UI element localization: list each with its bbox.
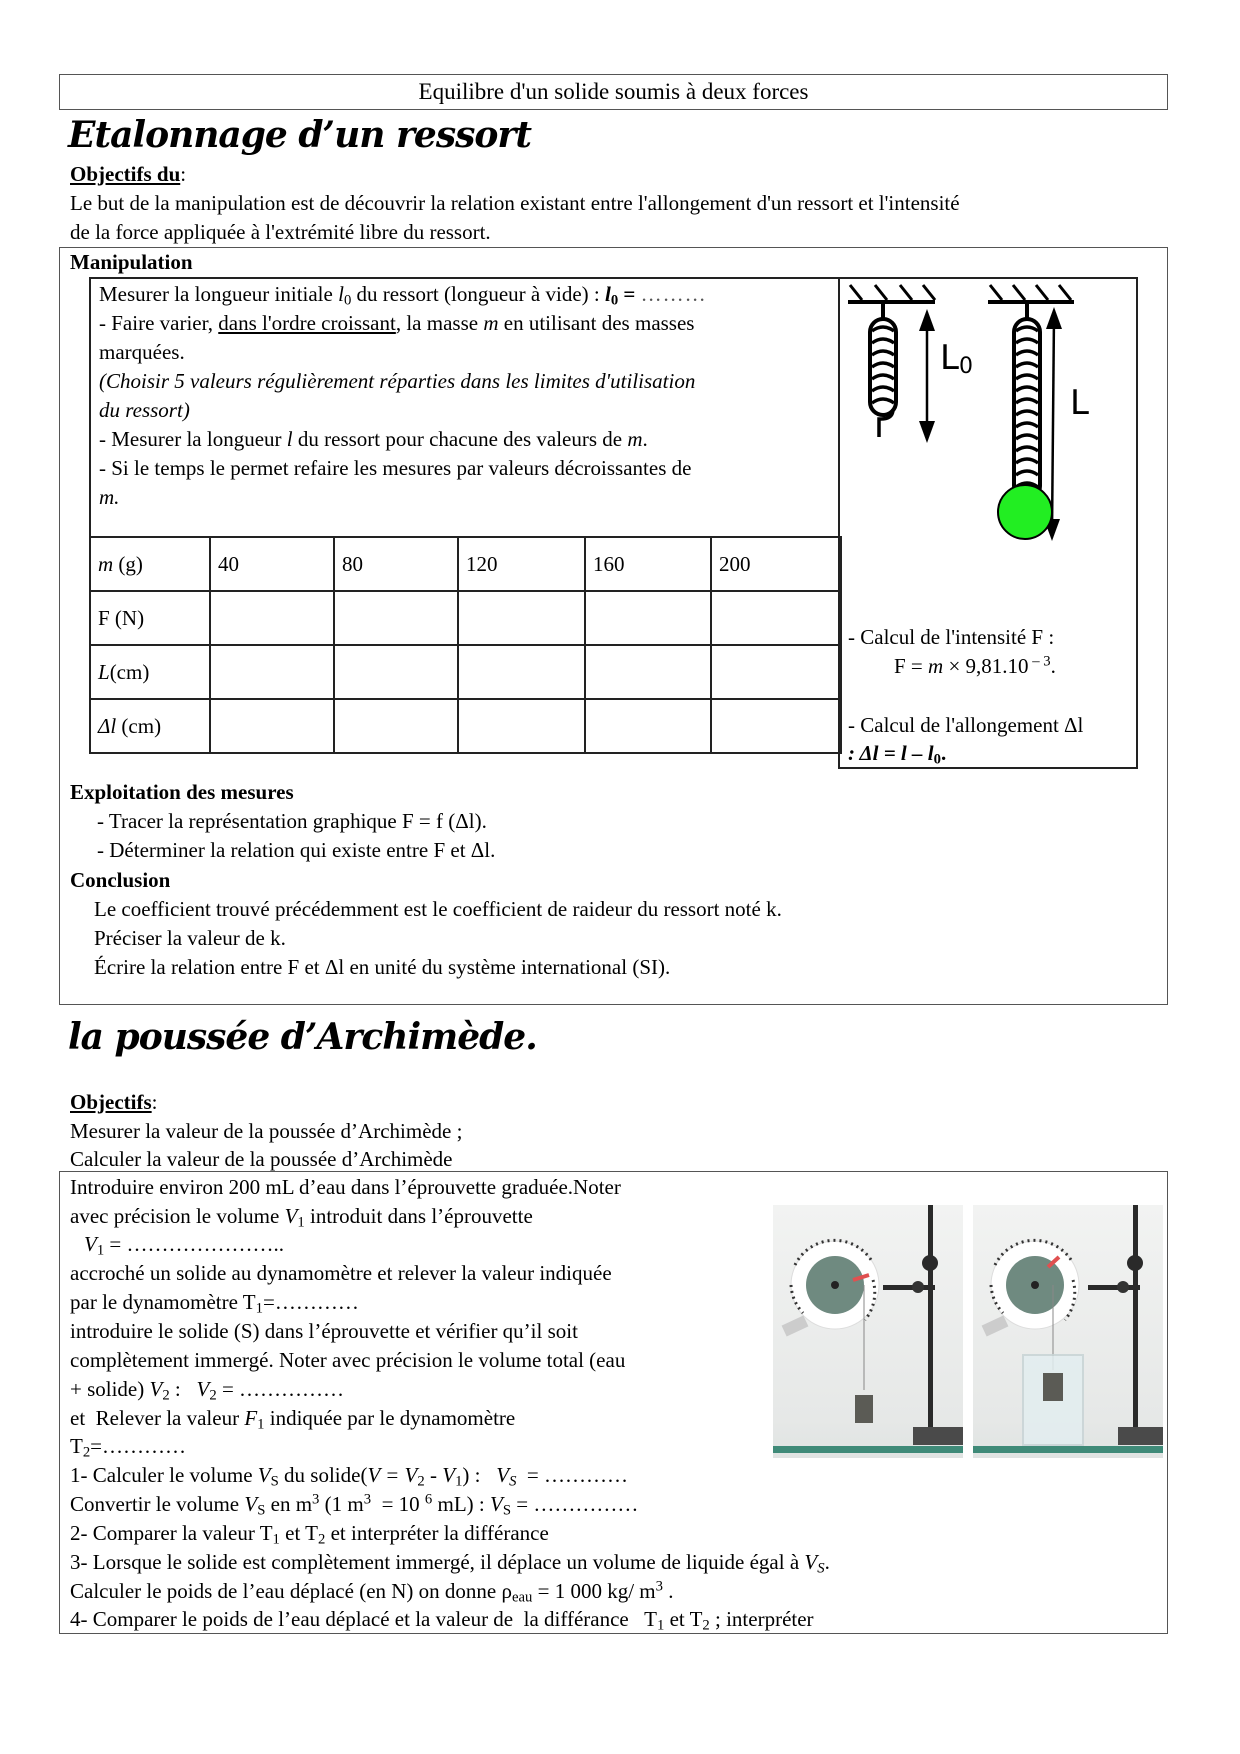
objectives-text-line-1: Le but de la manipulation est de découvrir la relation existant entre l'allongement d'un ressort et l'intensité [70, 191, 960, 215]
objective2-line-1: Mesurer la valeur de la poussée d’Archimède ; [70, 1119, 463, 1143]
procedure-line-f1: et Relever la valeur $F_1$ indiquée par le dynamomètre [70, 1406, 516, 1433]
row-label: Δl (cm) [90, 699, 210, 753]
table-cell[interactable] [210, 699, 334, 753]
procedure-line-v1: $V_1$ = ………………….. [84, 1232, 285, 1259]
instruction-line-3: marquées. [99, 340, 185, 364]
table-cell[interactable] [210, 645, 334, 699]
instruction-line-6: - Mesurer la longueur l du ressort pour chacune des valeurs de m. [99, 427, 648, 451]
row-mass [90, 537, 841, 591]
table-cell[interactable] [585, 591, 711, 645]
conclusion-line-2: Préciser la valeur de k. [94, 926, 286, 950]
table-cell[interactable] [334, 591, 458, 645]
dynamometer-water-illustration [973, 1205, 1163, 1458]
row-force [90, 591, 841, 645]
procedure-line-t1: par le dynamomètre $T_1=\dots\dots\dots\dots$ [70, 1290, 359, 1317]
row-label: L(cm) [90, 645, 210, 699]
row-label: m (g) [90, 537, 210, 591]
manipulation-heading: Manipulation [70, 250, 193, 274]
question-4: 4- Comparer le poids de l’eau déplacé et la valeur de la différance $T_1$ et $T_2$ ; interpréter [70, 1607, 814, 1634]
ceiling-support-right-icon [988, 285, 1074, 302]
force-calc-formula: F = m × 9,81.10 $^{- 3}$. [894, 653, 1056, 678]
objectives2-label: Objectifs [70, 1090, 152, 1114]
dynamometer-air-illustration [773, 1205, 963, 1458]
table-cell[interactable] [711, 645, 841, 699]
spring-diagram [840, 279, 1136, 579]
table-cell[interactable] [458, 591, 585, 645]
table-cell: 160 [585, 537, 711, 591]
table-cell[interactable] [711, 699, 841, 753]
objectives-text-line-2: de la force appliquée à l'extrémité libre du ressort. [70, 220, 491, 244]
row-length [90, 645, 841, 699]
section-heading-archimedes: la poussée d’Archimède. [68, 1016, 537, 1058]
procedure-line-1: Introduire environ 200 mL d’eau dans l’éprouvette graduée.Noter [70, 1175, 621, 1199]
instruction-line-4: (Choisir 5 valeurs régulièrement réparties dans les limites d'utilisation [99, 369, 696, 393]
colon: : [151, 1090, 158, 1114]
table-cell[interactable] [585, 699, 711, 753]
photo-dynamometer-in-water [973, 1205, 1163, 1458]
force-calc-label: - Calcul de l'intensité F : [848, 625, 1055, 649]
table-cell[interactable] [458, 699, 585, 753]
table-cell: 120 [458, 537, 585, 591]
procedure-line-4: accroché un solide au dynamomètre et relever la valeur indiquée [70, 1261, 612, 1285]
conclusion-heading: Conclusion [70, 868, 171, 892]
table-cell: 80 [334, 537, 458, 591]
table-cell[interactable] [210, 591, 334, 645]
l0-arrow-icon [919, 309, 935, 443]
question-1-convert: Convertir le volume $V_S$ en $m^3$ (1 $m^3 = 10$ $^6$ mL) : $V_S$ = …………… [70, 1491, 639, 1519]
question-3: 3- Lorsque le solide est complètement immergé, il déplace un volume de liquide égal à $V_S$. [70, 1550, 830, 1577]
exploitation-step-2: - Déterminer la relation qui existe entre F et Δl. [97, 838, 496, 862]
table-cell: 40 [210, 537, 334, 591]
conclusion-line-1: Le coefficient trouvé précédemment est le coefficient de raideur du ressort noté k. [94, 897, 782, 921]
objectives-heading [70, 160, 186, 189]
document-title: Equilibre d'un solide soumis à deux forces [418, 79, 809, 104]
procedure-line-v2: + solide) $V_2$ : $V_2$ = …………… [70, 1377, 345, 1404]
colon: : [180, 162, 187, 186]
spring-unloaded-icon [870, 302, 896, 437]
ceiling-support-left-icon [848, 285, 935, 302]
procedure-line-t2: $T_2=\dots\dots\dots\dots$ [70, 1434, 187, 1461]
elongation-calc-formula: : $\Delta l = l - l_0$. [848, 741, 947, 768]
procedure-line-6: introduire le solide (S) dans l’éprouvette et vérifier qu’il soit [70, 1319, 578, 1343]
exploitation-step-1: - Tracer la représentation graphique F = f (Δl). [97, 809, 487, 833]
objectives2-heading [70, 1088, 158, 1117]
table-cell[interactable] [334, 645, 458, 699]
document-title-box [59, 74, 1168, 110]
table-cell[interactable] [458, 645, 585, 699]
exploitation-heading: Exploitation des mesures [70, 780, 294, 804]
photo-dynamometer-in-air [773, 1205, 963, 1458]
procedure-line-7: complètement immergé. Noter avec précision le volume total (eau [70, 1348, 626, 1372]
figure-cell [838, 277, 1138, 769]
conclusion-line-3: Écrire la relation entre F et Δl en unité du système international (SI). [94, 955, 671, 979]
measurement-table [89, 536, 842, 754]
procedure-line-2: avec précision le volume $V_1$ introduit dans l’éprouvette [70, 1204, 533, 1231]
instructions-cell [89, 277, 840, 538]
question-3-weight: Calculer le poids de l’eau déplacé (en N) on donne $\rho_{eau} = 1$ 000 kg/ $m^3$ . [70, 1578, 674, 1606]
row-label: F (N) [90, 591, 210, 645]
instruction-line-5: du ressort) [99, 398, 190, 422]
table-cell[interactable] [334, 699, 458, 753]
table-cell: 200 [711, 537, 841, 591]
section-heading-spring-calibration: Etalonnage d’un ressort [68, 114, 531, 156]
row-elongation [90, 699, 841, 753]
instruction-line-8: m. [99, 485, 120, 509]
question-1: 1- Calculer le volume $V_S$ du solide(V = $V_2 - V_1$) : $V_S$ = ………… [70, 1463, 628, 1490]
instruction-line-7: - Si le temps le permet refaire les mesures par valeurs décroissantes de [99, 456, 692, 480]
question-2: 2- Comparer la valeur $T_1$ et $T_2$ et interpréter la différance [70, 1521, 549, 1548]
l0-label: L0 [940, 338, 973, 379]
table-cell[interactable] [585, 645, 711, 699]
l-label: L [1070, 383, 1089, 423]
mass-ball-icon [998, 485, 1052, 539]
instruction-line-1: Mesurer la longueur initiale $l_0$ du ressort (longueur à vide) : $l_0$ = ……… [99, 282, 707, 309]
instruction-line-2: - Faire varier, dans l'ordre croissant, la masse m en utilisant des masses [99, 311, 695, 335]
table-cell[interactable] [711, 591, 841, 645]
elongation-calc-label: - Calcul de l'allongement Δl [848, 713, 1084, 737]
objective2-line-2: Calculer la valeur de la poussée d’Archimède [70, 1147, 453, 1171]
objectives-label: Objectifs du [70, 162, 181, 186]
